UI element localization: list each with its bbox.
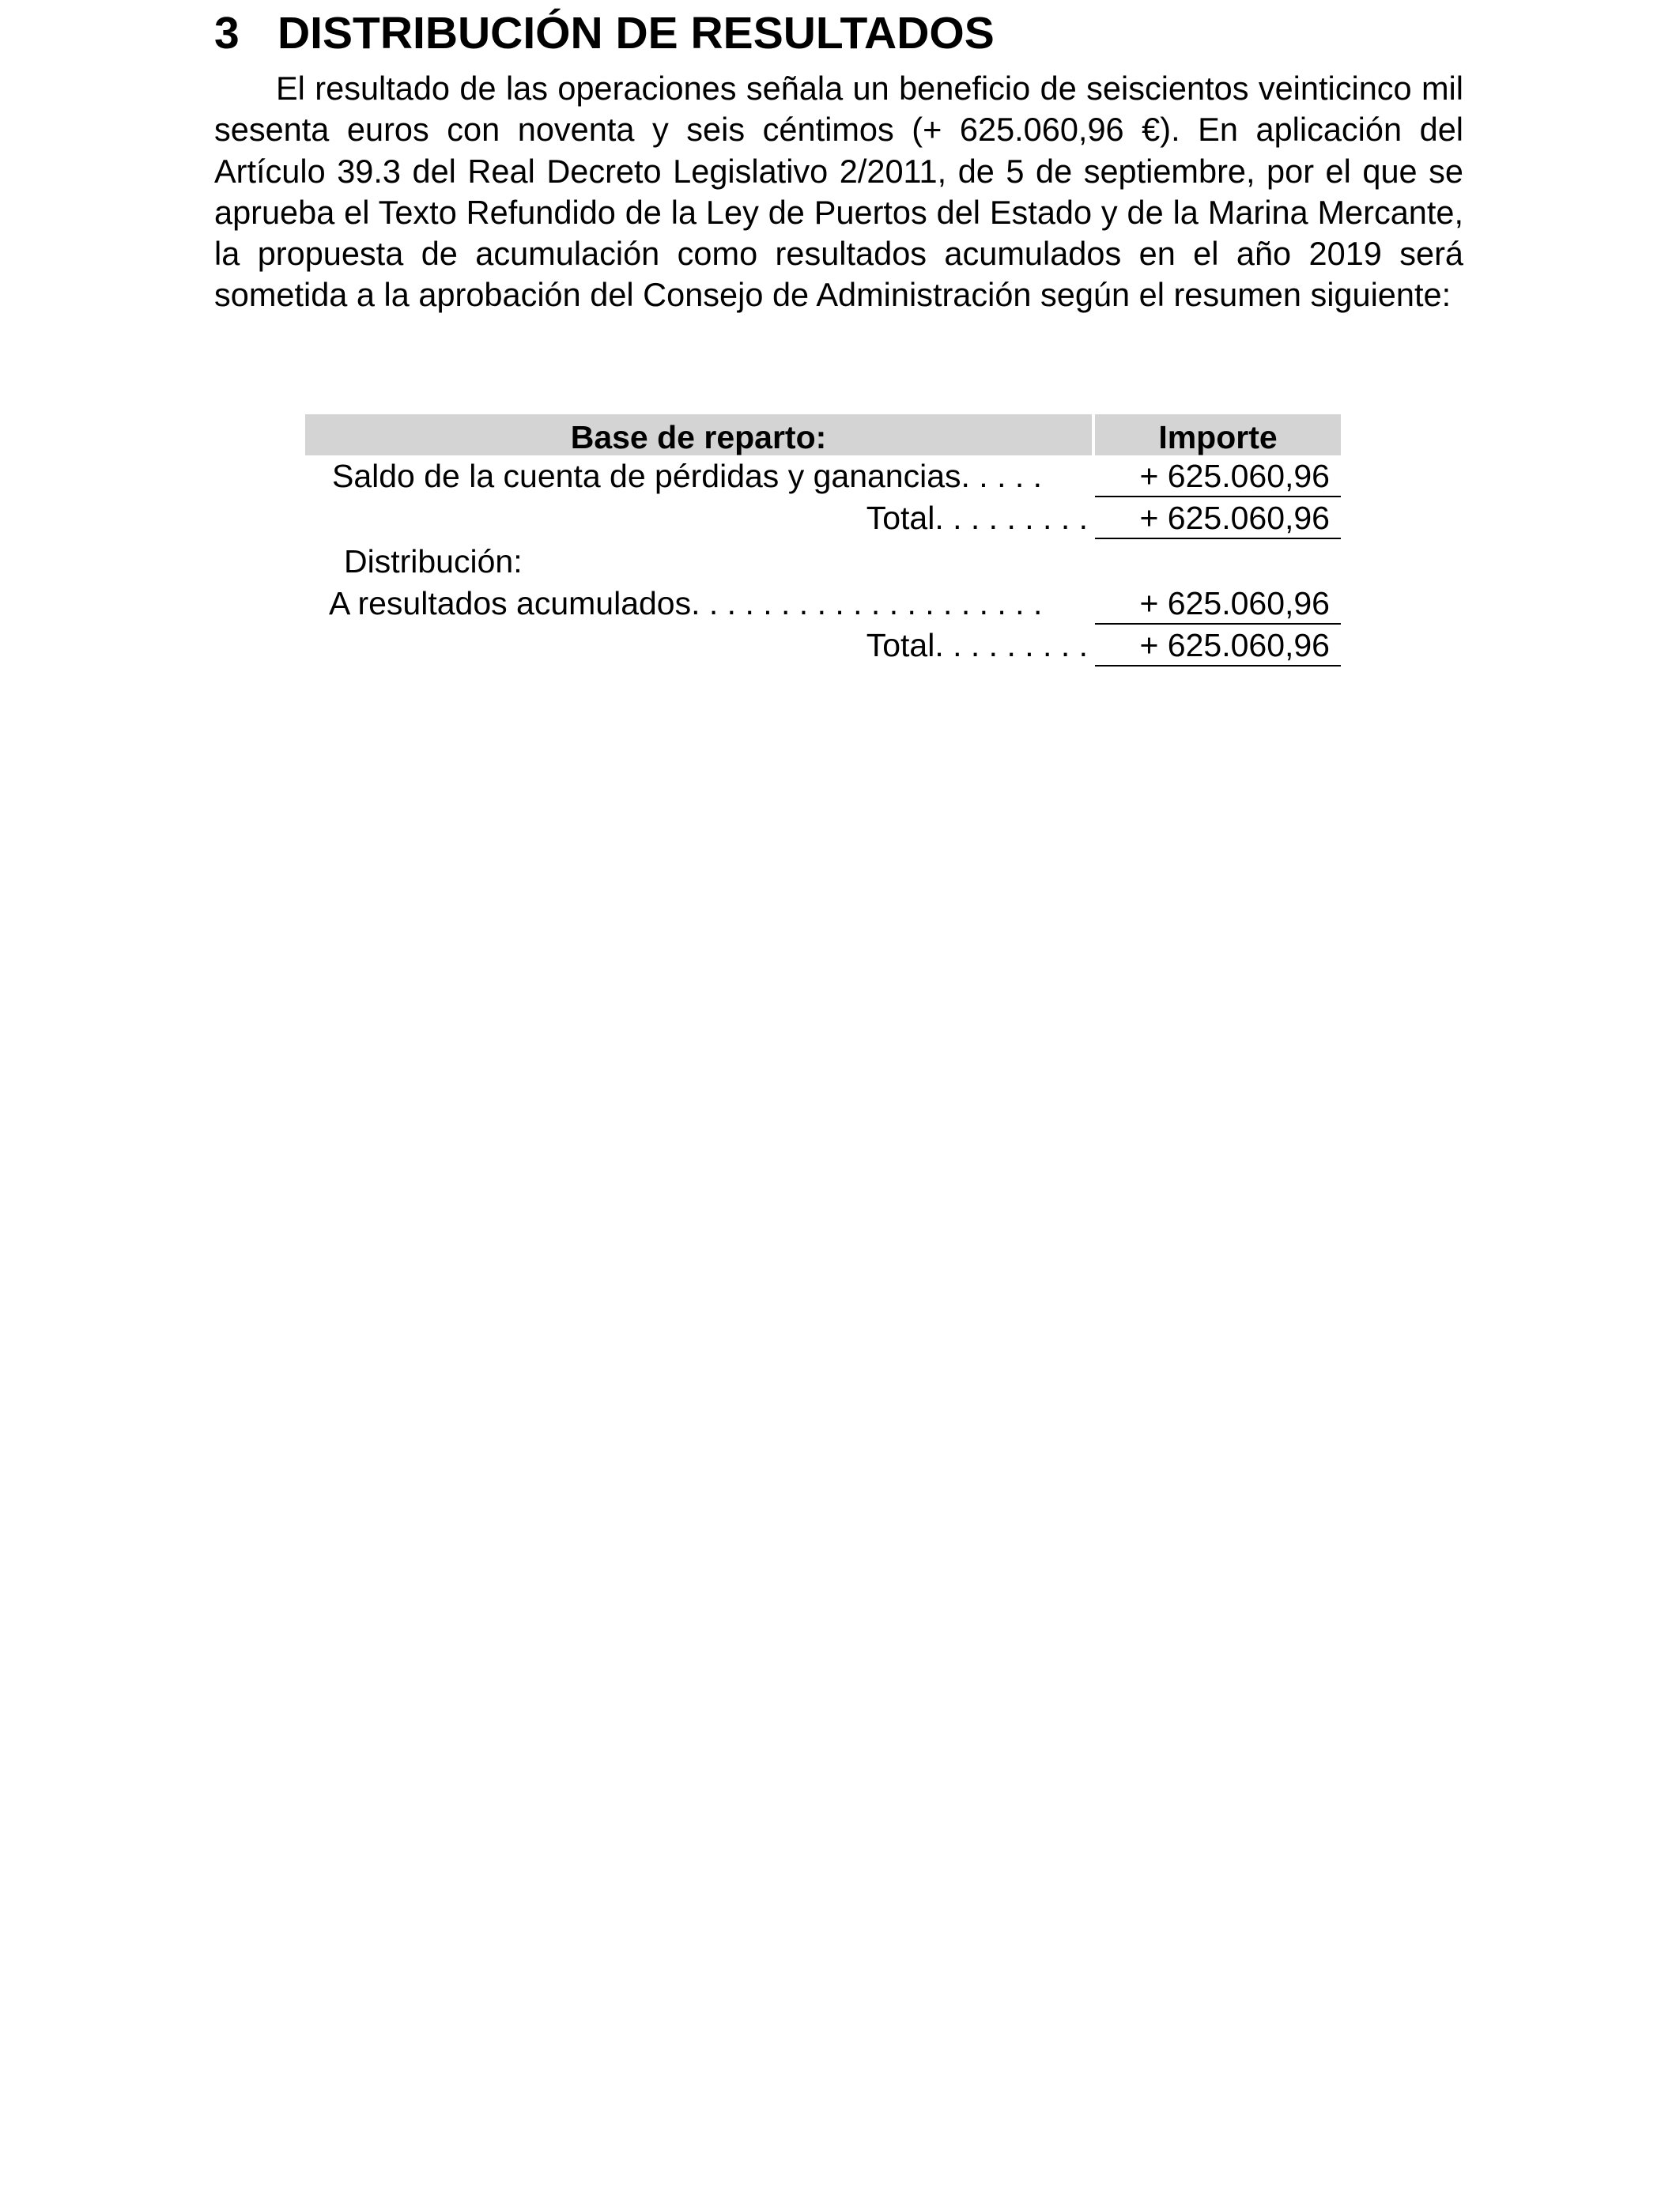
- row-amount-value: + 625.060,96: [1139, 585, 1330, 621]
- row-label: Distribución:: [344, 543, 523, 580]
- row-amount-value: + 625.060,96: [1139, 500, 1330, 536]
- table-row-saldo: [305, 455, 1341, 497]
- row-label: A resultados acumulados. . . . . . . . . . . . . . . . . . . .: [329, 585, 1043, 621]
- table-row-total-1: [305, 497, 1341, 539]
- row-label: Total. . . . . . . . .: [866, 500, 1088, 536]
- body-paragraph: El resultado de las operaciones señala un beneficio de seiscientos veinticinco mil sesenta euros con noventa y seis céntimos (+ 625.060,96 €). En aplicación del Artículo 39.3 del Real Decreto Legislativo 2/2011, de 5 de septiembre, por el que se aprueba el Texto Refundido de la Ley de Puertos del Estado y de la Marina Mercante, la propuesta de acumulación como resultados acumulados en el año 2019 será sometida a la aprobación del Consejo de Administración según el resumen siguiente:: [214, 70, 1463, 314]
- row-amount: [1095, 583, 1341, 625]
- section-number: 3: [214, 8, 240, 59]
- row-label: Total. . . . . . . . .: [866, 627, 1088, 663]
- row-amount: [1095, 625, 1341, 667]
- header-importe: Importe: [1095, 414, 1341, 455]
- table-row-total-2: [305, 625, 1341, 667]
- row-amount: [1095, 455, 1341, 497]
- section-title: DISTRIBUCIÓN DE RESULTADOS: [277, 8, 995, 59]
- table-row-distribucion: [305, 541, 1341, 583]
- row-amount-value: + 625.060,96: [1139, 627, 1330, 663]
- table-row-resultados-acumulados: [305, 583, 1341, 625]
- row-amount: [1095, 497, 1341, 539]
- row-amount-value: + 625.060,96: [1139, 458, 1330, 494]
- header-base-de-reparto: Base de reparto:: [305, 414, 1092, 455]
- row-label: Saldo de la cuenta de pérdidas y ganancias. . . . .: [332, 458, 1043, 494]
- section-heading: [214, 5, 995, 62]
